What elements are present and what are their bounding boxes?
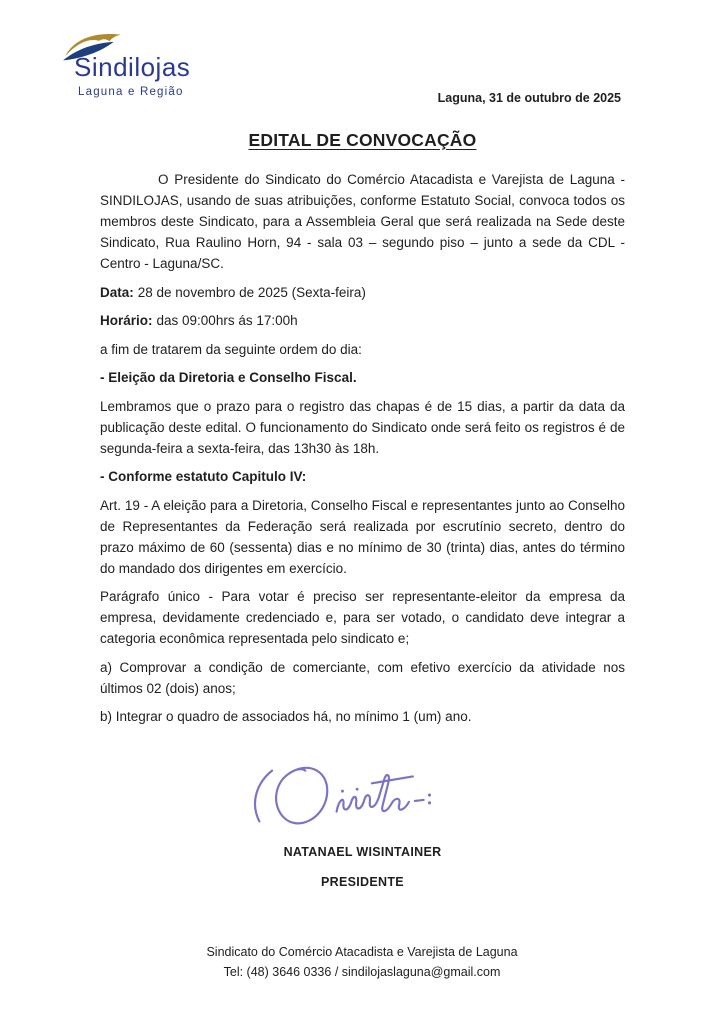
signature-block (100, 753, 625, 889)
article-19-paragraph: Art. 19 - A eleição para a Diretoria, Conselho Fiscal e representantes junto ao Conselho de Representantes da Federação será realizada por escrutínio secreto, dentro do prazo máximo de 60 (sessenta) dias e no mínimo de 30 (trinta) dias, antes do término do mandado dos dirigentes em exercício. (100, 497, 625, 576)
dateline: Laguna, 31 de outubro de 2025 (437, 91, 621, 105)
sole-paragraph: Parágrafo único - Para votar é preciso ser representante-eleitor da empresa da empresa, devidamente credenciado e, para ser votado, o candidato deve integrar a categoria econômica representada pelo sindicato e; (100, 589, 625, 646)
date-value: 28 de novembro de 2025 (Sexta-feira) (137, 284, 366, 300)
registration-deadline-paragraph: Lembramos que o prazo para o registro das chapas é de 15 dias, a partir da data da publicação deste edital. O funcionamento do Sindicato onde será feito os registros é de segunda-feira a sexta-feira, das 13h30 às 18h. (100, 398, 625, 456)
footer-org-line: Sindicato do Comércio Atacadista e Varejista de Laguna (206, 945, 518, 959)
statute-heading: - Conforme estatuto Capitulo IV: (100, 469, 307, 484)
handwritten-signature-image (238, 753, 488, 841)
time-value: das 09:00hrs ás 17:00h (156, 313, 298, 328)
signer-role: PRESIDENTE (321, 875, 404, 889)
agenda-intro-line: a fim de tratarem da seguinte ordem do dia: (100, 341, 362, 357)
time-line (100, 310, 625, 331)
signer-name: NATANAEL WISINTAINER (283, 845, 442, 859)
brand-name: Sindilojas (74, 52, 191, 82)
time-label: Horário: (100, 313, 153, 328)
condition-b: b) Integrar o quadro de associados há, no mínimo 1 (um) ano. (100, 709, 472, 724)
intro-paragraph: O Presidente do Sindicato do Comércio Atacadista e Varejista de Laguna - SINDILOJAS, usando de suas atribuições, conforme Estatuto Social, convoca todos os membros deste Sindicato, para a Assembleia Geral que será realizada na Sede deste Sindicato, Rua Raulino Horn, 94 - sala 03 – segundo piso – junto a sede da CDL - Centro - Laguna/SC. (100, 172, 625, 271)
date-line (100, 282, 625, 303)
condition-a: a) Comprovar a condição de comerciante, com efetivo exercício da atividade nos últimos 02 (dois) anos; (100, 659, 625, 696)
footer (0, 942, 724, 982)
footer-contact-line: Tel: (48) 3646 0336 / sindilojaslaguna@gmail.com (223, 965, 501, 979)
document-title: EDITAL DE CONVOCAÇÃO (248, 130, 477, 150)
agenda-item-election: - Eleição da Diretoria e Conselho Fiscal. (100, 370, 357, 385)
brand-tagline: Laguna e Região (78, 86, 184, 98)
date-label: Data: (100, 284, 134, 300)
